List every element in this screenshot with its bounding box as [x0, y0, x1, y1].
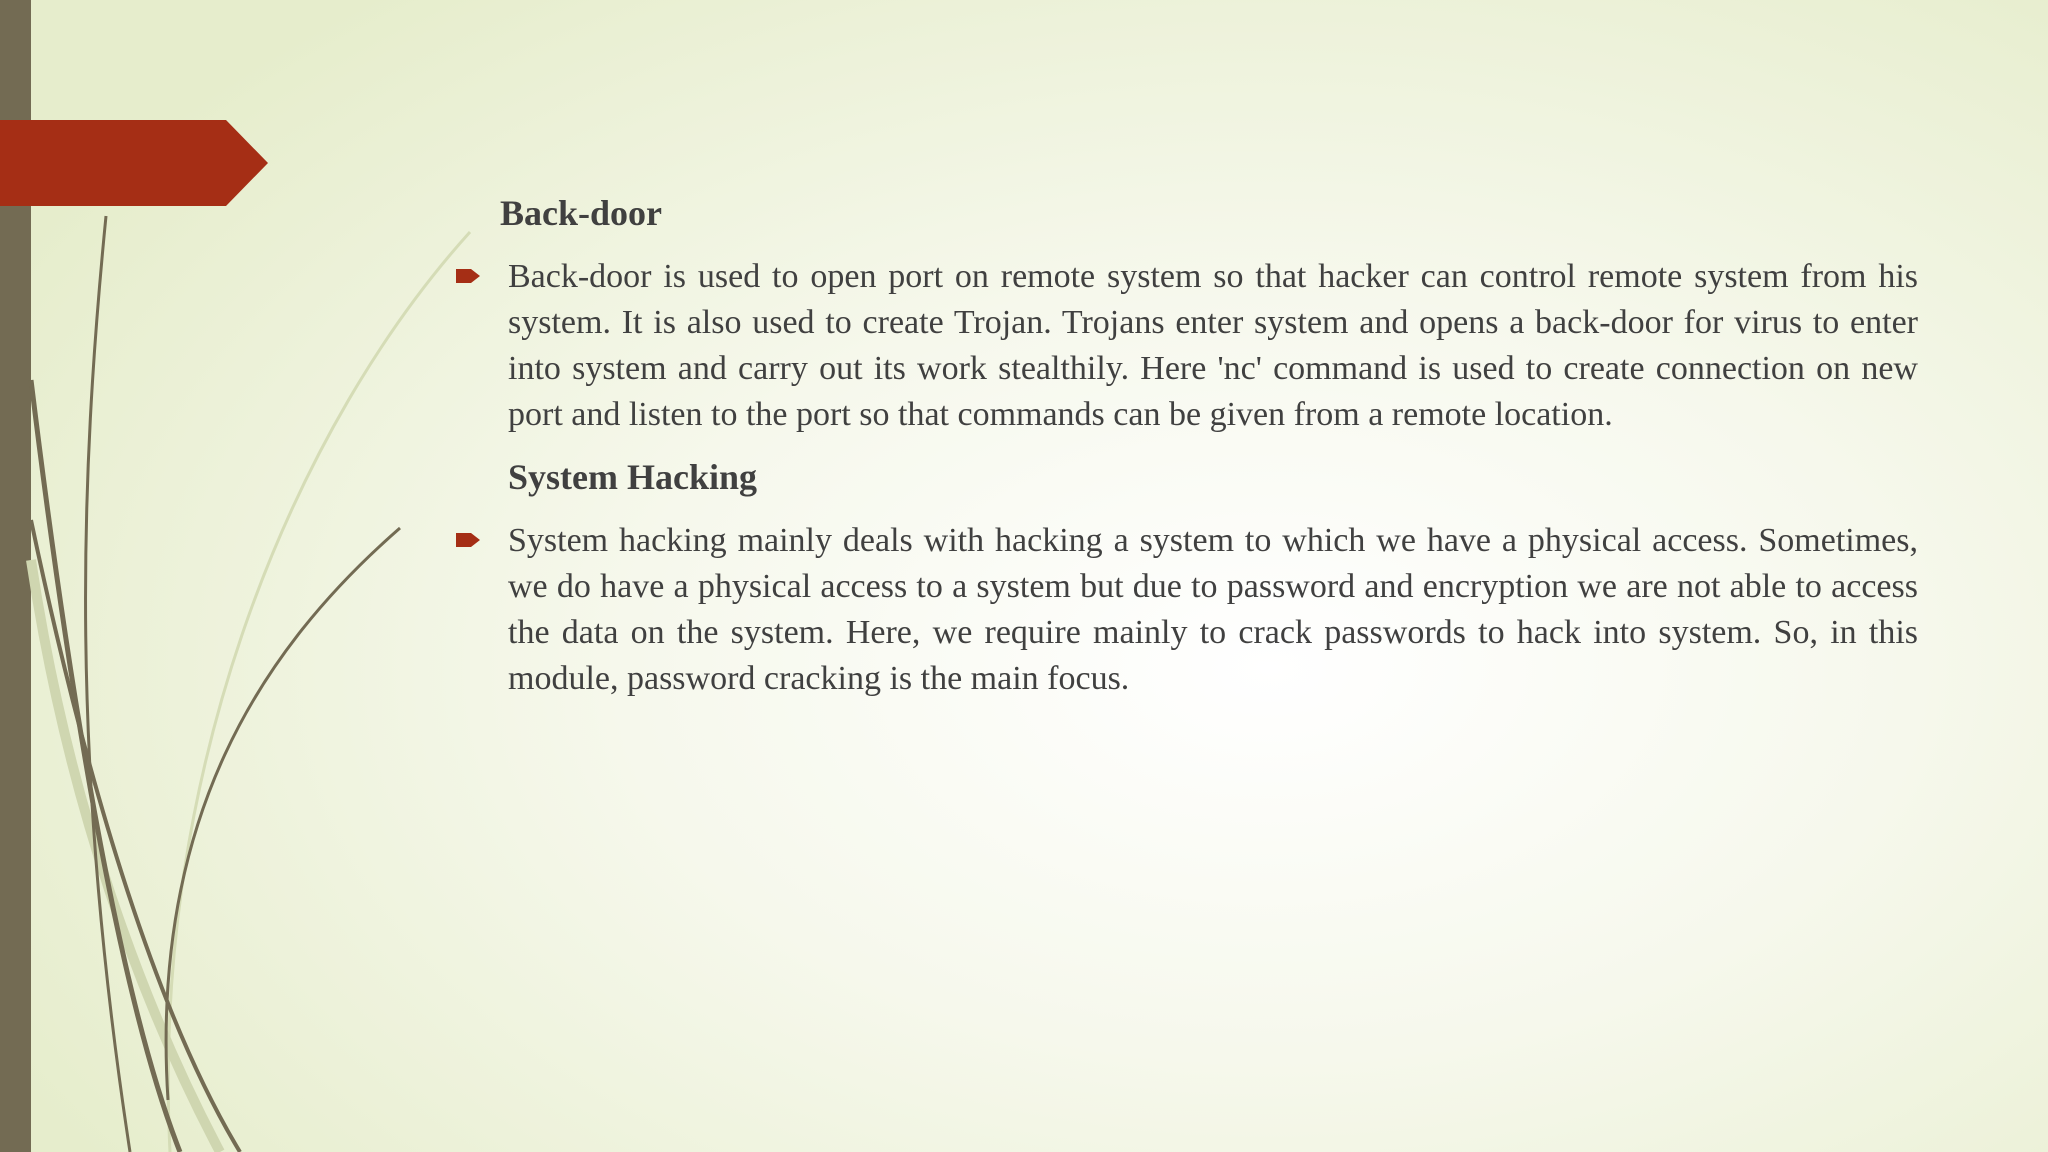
- accent-tab: [0, 120, 270, 206]
- backdoor-bullet: [450, 254, 1918, 438]
- arrow-bullet-icon: [454, 530, 482, 550]
- slide-content: [450, 190, 1918, 702]
- backdoor-heading: Back-door: [500, 193, 662, 233]
- arrow-bullet-icon: [454, 266, 482, 286]
- system-hacking-bullet: [450, 518, 1918, 702]
- system-hacking-heading: System Hacking: [508, 457, 758, 497]
- backdoor-paragraph: Back-door is used to open port on remote system so that hacker can control remote system from his system. It is also used to create Trojan. Trojans enter system and opens a back-door for virus to enter into system and carry out its work stealthily. Here 'nc' command is used to create connection on new port and listen to the port so that commands can be given from a remote location.: [508, 258, 1918, 433]
- system-hacking-paragraph: System hacking mainly deals with hacking a system to which we have a physical access. Sometimes, we do have a physical access to a system but due to password and encryption we are not able to access the data on the system. Here, we require mainly to crack passwords to hack into system. So, in this module, password cracking is the main focus.: [508, 522, 1918, 697]
